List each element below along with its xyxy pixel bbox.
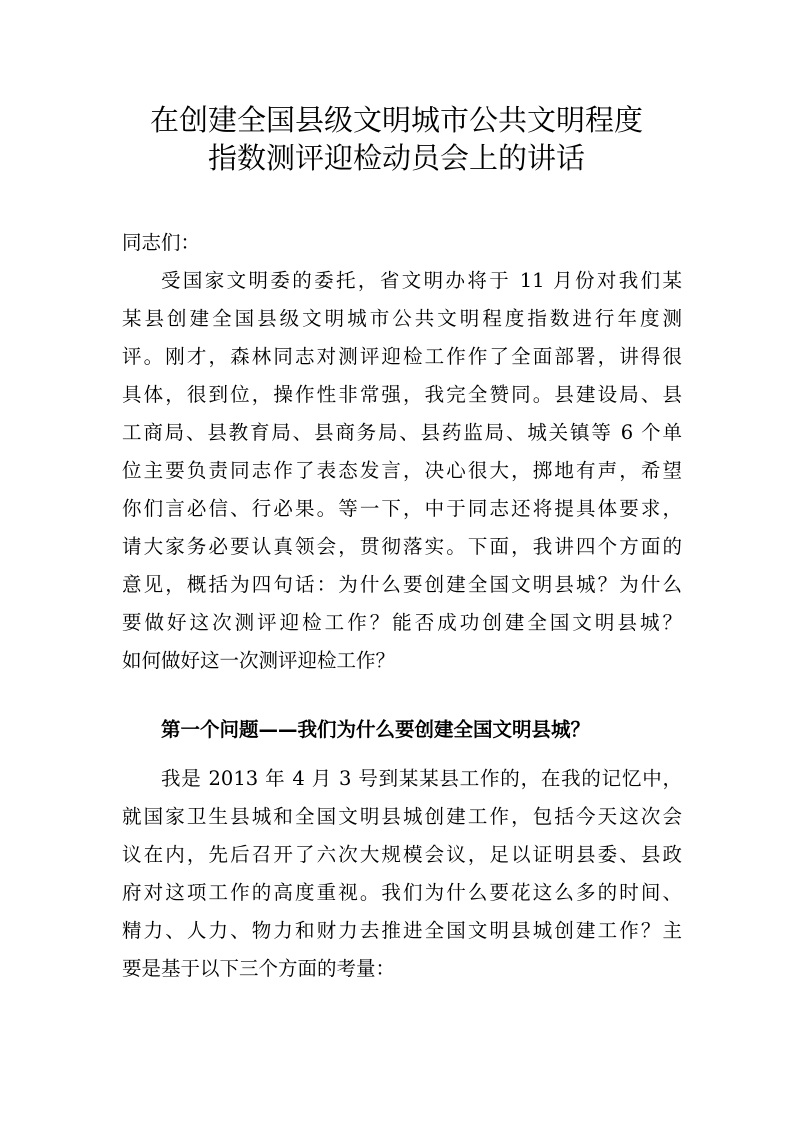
document-title-line-1: 在创建全国县级文明城市公共文明程度 (149, 103, 643, 137)
section-heading-1: 第一个问题——我们为什么要创建全国文明县城？ (161, 718, 591, 741)
paragraph-line: 工商局、县教育局、县商务局、县药监局、城关镇等 6 个单 (122, 421, 682, 444)
paragraph-line: 位主要负责同志作了表态发言，决心很大，掷地有声，希望 (122, 459, 682, 482)
paragraph-line: 如何做好这一次测评迎检工作？ (122, 649, 396, 672)
paragraph-line: 你们言必信、行必果。等一下，中于同志还将提具体要求， (122, 497, 682, 520)
paragraph-line: 某县创建全国县级文明城市公共文明程度指数进行年度测 (122, 307, 682, 330)
paragraph-line: 具体，很到位，操作性非常强，我完全赞同。县建设局、县 (122, 383, 682, 406)
paragraph-line: 我是 2013 年 4 月 3 号到某某县工作的，在我的记忆中， (161, 767, 682, 790)
paragraph-line: 就国家卫生县城和全国文明县城创建工作，包括今天这次会 (122, 805, 682, 828)
document-title-line-2: 指数测评迎检动员会上的讲话 (207, 141, 585, 175)
paragraph-line: 请大家务必要认真领会，贯彻落实。下面，我讲四个方面的 (122, 535, 682, 558)
paragraph-line: 要是基于以下三个方面的考量： (122, 957, 396, 980)
paragraph-line: 受国家文明委的委托，省文明办将于 11 月份对我们某 (161, 269, 682, 292)
paragraph-line: 评。刚才，森林同志对测评迎检工作作了全面部署，讲得很 (122, 345, 682, 368)
paragraph-line: 精力、人力、物力和财力去推进全国文明县城创建工作？主 (122, 919, 682, 942)
paragraph-line: 要做好这次测评迎检工作？能否成功创建全国文明县城？ (122, 611, 682, 634)
paragraph-line: 府对这项工作的高度重视。我们为什么要花这么多的时间、 (122, 881, 682, 904)
paragraph-line: 议在内，先后召开了六次大规模会议，足以证明县委、县政 (122, 843, 682, 866)
salutation: 同志们： (122, 231, 201, 254)
paragraph-line: 意见，概括为四句话：为什么要创建全国文明县城？为什么 (122, 573, 682, 596)
